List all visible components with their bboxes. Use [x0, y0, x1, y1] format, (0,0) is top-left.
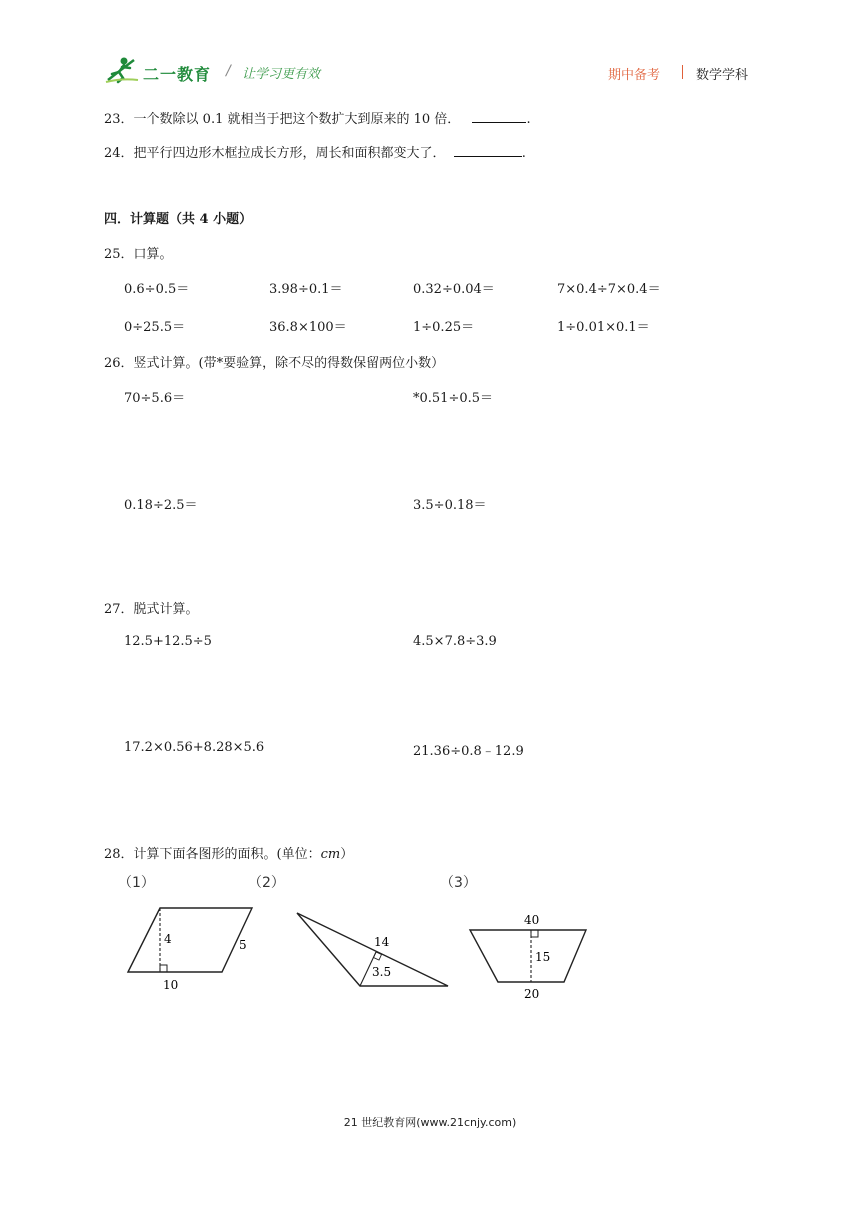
footer-text: 21 世纪教育网(www.21cnjy.com) — [343, 1116, 517, 1129]
subject-tag: 数学学科 — [696, 68, 749, 83]
vertical-calc-item: 70÷5.6＝ — [124, 391, 186, 406]
question-23-text: 23．一个数除以 0.1 就相当于把这个数扩大到原来的 10 倍． — [104, 112, 461, 127]
mental-calc-item: 0.6÷0.5＝ — [124, 282, 190, 297]
stepwise-calc-item: 17.2×0.56+8.28×5.6 — [124, 740, 265, 755]
answer-blank-23[interactable] — [472, 110, 526, 123]
logo — [104, 54, 140, 88]
question-25-title: 25．口算。 — [104, 247, 173, 262]
runner-logo-icon — [104, 54, 140, 84]
figure-3-bottom: 20 — [524, 987, 540, 1001]
unit: cm — [320, 847, 341, 862]
header-divider: / — [226, 63, 231, 79]
mental-calc-item: 7×0.4÷7×0.4＝ — [557, 282, 661, 297]
answer-blank-24[interactable] — [454, 144, 522, 157]
mental-calc-item: 36.8×100＝ — [269, 320, 347, 335]
mental-calc-item: 0÷25.5＝ — [124, 320, 186, 335]
figure-3-top: 40 — [524, 913, 540, 927]
brand-name: 二一教育 — [143, 65, 212, 84]
vertical-calc-item: 3.5÷0.18＝ — [413, 498, 487, 513]
question-24 — [104, 142, 526, 161]
question-28-end: ） — [340, 847, 354, 862]
exam-tag: 期中备考 — [608, 68, 661, 83]
figure-1-height: 4 — [164, 932, 172, 946]
figure-3-height: 15 — [535, 950, 551, 964]
figure-3-label: （3） — [440, 875, 477, 891]
mental-calc-item: 3.98÷0.1＝ — [269, 282, 343, 297]
question-24-text: 24．把平行四边形木框拉成长方形，周长和面积都变大了． — [104, 146, 446, 161]
stepwise-calc-item: 21.36÷0.8﹣12.9 — [413, 744, 524, 759]
question-28-text: 28．计算下面各图形的面积。(单位： — [104, 847, 321, 862]
question-23 — [104, 108, 531, 127]
figure-3-trapezoid — [464, 910, 592, 1002]
figure-1-label: （1） — [118, 875, 155, 891]
tag-divider — [682, 65, 683, 79]
vertical-calc-item: 0.18÷2.5＝ — [124, 498, 198, 513]
figure-2-height: 3.5 — [372, 965, 392, 979]
question-24-end: . — [521, 146, 526, 161]
question-26-title: 26．竖式计算。(带*要验算，除不尽的得数保留两位小数） — [104, 356, 445, 371]
mental-calc-item: 0.32÷0.04＝ — [413, 282, 495, 297]
stepwise-calc-item: 4.5×7.8÷3.9 — [413, 634, 497, 649]
figure-1-base: 10 — [163, 978, 179, 992]
slogan: 让学习更有效 — [242, 67, 321, 82]
section-title: 四．计算题（共 4 小题） — [104, 212, 253, 227]
question-23-end: . — [526, 112, 531, 127]
vertical-calc-item: *0.51÷0.5＝ — [413, 391, 494, 406]
question-27-title: 27．脱式计算。 — [104, 602, 199, 617]
figure-2-base: 14 — [374, 935, 390, 949]
figure-1-side: 5 — [239, 938, 247, 952]
question-28-title — [104, 843, 353, 862]
figure-2-label: （2） — [248, 875, 285, 891]
stepwise-calc-item: 12.5+12.5÷5 — [124, 634, 212, 649]
figure-1-parallelogram — [120, 905, 260, 993]
figure-2-triangle — [292, 906, 454, 992]
mental-calc-item: 1÷0.01×0.1＝ — [557, 320, 650, 335]
mental-calc-item: 1÷0.25＝ — [413, 320, 475, 335]
